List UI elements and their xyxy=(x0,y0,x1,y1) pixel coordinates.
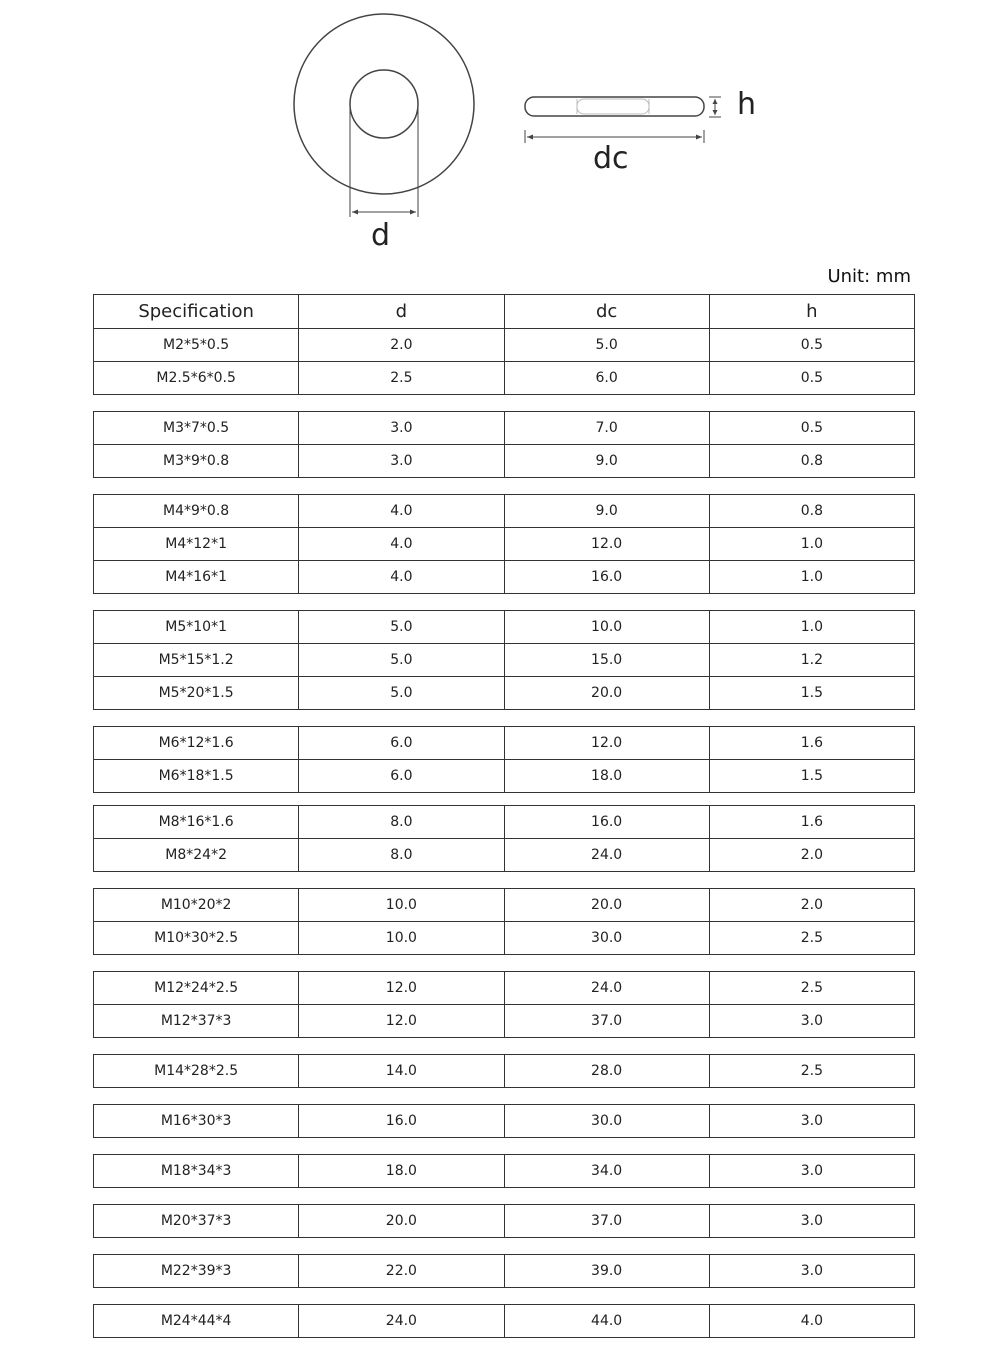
d-cell: 5.0 xyxy=(299,611,504,644)
h-cell: 3.0 xyxy=(709,1105,914,1138)
spec-group xyxy=(93,294,915,395)
unit-label: Unit: xyxy=(827,266,871,287)
table-row xyxy=(94,1305,915,1338)
d-label: d xyxy=(371,218,391,253)
d-cell: 8.0 xyxy=(299,806,504,839)
spec-cell: M5*15*1.2 xyxy=(94,644,299,677)
spec-cell: M3*9*0.8 xyxy=(94,445,299,478)
spec-cell: M10*30*2.5 xyxy=(94,922,299,955)
inner-circle xyxy=(350,70,418,138)
spec-group xyxy=(93,1204,915,1238)
spec-group xyxy=(93,1304,915,1338)
table-row xyxy=(94,611,915,644)
dc-cell: 18.0 xyxy=(504,760,709,793)
h-cell: 0.5 xyxy=(709,362,914,395)
spec-cell: M16*30*3 xyxy=(94,1105,299,1138)
column-header: dc xyxy=(504,295,709,329)
washer-side-view xyxy=(525,97,721,143)
spec-cell: M2*5*0.5 xyxy=(94,329,299,362)
washer-top-view xyxy=(294,14,474,217)
d-cell: 22.0 xyxy=(299,1255,504,1288)
unit-note xyxy=(827,266,911,287)
d-cell: 3.0 xyxy=(299,445,504,478)
h-cell: 1.6 xyxy=(709,806,914,839)
dc-cell: 30.0 xyxy=(504,922,709,955)
spec-group xyxy=(93,411,915,478)
h-cell: 2.0 xyxy=(709,889,914,922)
table-row xyxy=(94,445,915,478)
spec-cell: M12*24*2.5 xyxy=(94,972,299,1005)
washer-profile xyxy=(525,97,704,116)
d-cell: 10.0 xyxy=(299,922,504,955)
table-row xyxy=(94,644,915,677)
dc-cell: 20.0 xyxy=(504,677,709,710)
spec-cell: M5*20*1.5 xyxy=(94,677,299,710)
table-row xyxy=(94,329,915,362)
table-row xyxy=(94,528,915,561)
d-cell: 2.0 xyxy=(299,329,504,362)
spec-group xyxy=(93,1104,915,1138)
spec-cell: M12*37*3 xyxy=(94,1005,299,1038)
d-cell: 12.0 xyxy=(299,1005,504,1038)
h-cell: 3.0 xyxy=(709,1255,914,1288)
spec-group xyxy=(93,888,915,955)
column-header: h xyxy=(709,295,914,329)
h-cell: 1.0 xyxy=(709,561,914,594)
h-cell: 2.5 xyxy=(709,1055,914,1088)
h-cell: 1.5 xyxy=(709,760,914,793)
table-row xyxy=(94,1055,915,1088)
table-row xyxy=(94,1005,915,1038)
h-cell: 2.0 xyxy=(709,839,914,872)
dc-cell: 5.0 xyxy=(504,329,709,362)
column-header: Specification xyxy=(94,295,299,329)
dc-cell: 34.0 xyxy=(504,1155,709,1188)
table-row xyxy=(94,1205,915,1238)
dc-cell: 9.0 xyxy=(504,495,709,528)
spec-cell: M20*37*3 xyxy=(94,1205,299,1238)
spec-group xyxy=(93,1254,915,1288)
table-row xyxy=(94,1155,915,1188)
h-cell: 1.0 xyxy=(709,611,914,644)
spec-group xyxy=(93,610,915,710)
table-row xyxy=(94,889,915,922)
spec-cell: M22*39*3 xyxy=(94,1255,299,1288)
outer-circle xyxy=(294,14,474,194)
h-cell: 4.0 xyxy=(709,1305,914,1338)
dc-cell: 37.0 xyxy=(504,1005,709,1038)
spec-cell: M14*28*2.5 xyxy=(94,1055,299,1088)
d-cell: 10.0 xyxy=(299,889,504,922)
header-row xyxy=(94,295,915,329)
table-row xyxy=(94,922,915,955)
d-cell: 3.0 xyxy=(299,412,504,445)
h-cell: 2.5 xyxy=(709,922,914,955)
dc-cell: 24.0 xyxy=(504,972,709,1005)
table-row xyxy=(94,1255,915,1288)
d-cell: 12.0 xyxy=(299,972,504,1005)
d-cell: 24.0 xyxy=(299,1305,504,1338)
spec-cell: M5*10*1 xyxy=(94,611,299,644)
washer-diagram xyxy=(0,0,1000,260)
column-header: d xyxy=(299,295,504,329)
dc-cell: 7.0 xyxy=(504,412,709,445)
dc-cell: 15.0 xyxy=(504,644,709,677)
d-cell: 4.0 xyxy=(299,561,504,594)
spec-group xyxy=(93,1054,915,1088)
d-cell: 8.0 xyxy=(299,839,504,872)
d-cell: 4.0 xyxy=(299,495,504,528)
spec-cell: M4*12*1 xyxy=(94,528,299,561)
table-row xyxy=(94,412,915,445)
spec-cell: M6*12*1.6 xyxy=(94,727,299,760)
d-cell: 4.0 xyxy=(299,528,504,561)
table-row xyxy=(94,1105,915,1138)
h-cell: 1.5 xyxy=(709,677,914,710)
d-cell: 6.0 xyxy=(299,727,504,760)
spec-group xyxy=(93,805,915,872)
dc-cell: 28.0 xyxy=(504,1055,709,1088)
dc-cell: 24.0 xyxy=(504,839,709,872)
h-cell: 1.6 xyxy=(709,727,914,760)
table-row xyxy=(94,727,915,760)
d-cell: 20.0 xyxy=(299,1205,504,1238)
spec-cell: M3*7*0.5 xyxy=(94,412,299,445)
spec-cell: M4*9*0.8 xyxy=(94,495,299,528)
h-label: h xyxy=(737,87,757,122)
h-cell: 0.8 xyxy=(709,495,914,528)
spec-cell: M2.5*6*0.5 xyxy=(94,362,299,395)
d-cell: 2.5 xyxy=(299,362,504,395)
dc-cell: 12.0 xyxy=(504,727,709,760)
h-cell: 1.0 xyxy=(709,528,914,561)
dc-cell: 44.0 xyxy=(504,1305,709,1338)
dc-cell: 9.0 xyxy=(504,445,709,478)
spec-cell: M10*20*2 xyxy=(94,889,299,922)
dc-cell: 12.0 xyxy=(504,528,709,561)
dc-label: dc xyxy=(593,141,629,176)
table-row xyxy=(94,760,915,793)
d-cell: 14.0 xyxy=(299,1055,504,1088)
spec-table xyxy=(93,294,914,1338)
dc-cell: 30.0 xyxy=(504,1105,709,1138)
dc-cell: 16.0 xyxy=(504,806,709,839)
table-row xyxy=(94,495,915,528)
dc-cell: 10.0 xyxy=(504,611,709,644)
d-cell: 5.0 xyxy=(299,644,504,677)
spec-group xyxy=(93,494,915,594)
h-cell: 1.2 xyxy=(709,644,914,677)
table-row xyxy=(94,561,915,594)
dc-cell: 6.0 xyxy=(504,362,709,395)
spec-group xyxy=(93,1154,915,1188)
d-cell: 18.0 xyxy=(299,1155,504,1188)
d-cell: 6.0 xyxy=(299,760,504,793)
h-cell: 0.5 xyxy=(709,412,914,445)
table-row xyxy=(94,362,915,395)
d-cell: 16.0 xyxy=(299,1105,504,1138)
h-cell: 2.5 xyxy=(709,972,914,1005)
dc-cell: 20.0 xyxy=(504,889,709,922)
h-cell: 3.0 xyxy=(709,1155,914,1188)
dc-cell: 16.0 xyxy=(504,561,709,594)
h-cell: 3.0 xyxy=(709,1205,914,1238)
spec-group xyxy=(93,971,915,1038)
spec-cell: M6*18*1.5 xyxy=(94,760,299,793)
spec-cell: M8*16*1.6 xyxy=(94,806,299,839)
dc-cell: 37.0 xyxy=(504,1205,709,1238)
spec-cell: M8*24*2 xyxy=(94,839,299,872)
h-cell: 0.5 xyxy=(709,329,914,362)
table-row xyxy=(94,972,915,1005)
h-cell: 0.8 xyxy=(709,445,914,478)
h-cell: 3.0 xyxy=(709,1005,914,1038)
spec-group xyxy=(93,726,915,793)
table-row xyxy=(94,839,915,872)
table-row xyxy=(94,806,915,839)
d-cell: 5.0 xyxy=(299,677,504,710)
spec-cell: M4*16*1 xyxy=(94,561,299,594)
dc-cell: 39.0 xyxy=(504,1255,709,1288)
unit-value: mm xyxy=(875,266,911,287)
spec-cell: M18*34*3 xyxy=(94,1155,299,1188)
spec-cell: M24*44*4 xyxy=(94,1305,299,1338)
table-row xyxy=(94,677,915,710)
